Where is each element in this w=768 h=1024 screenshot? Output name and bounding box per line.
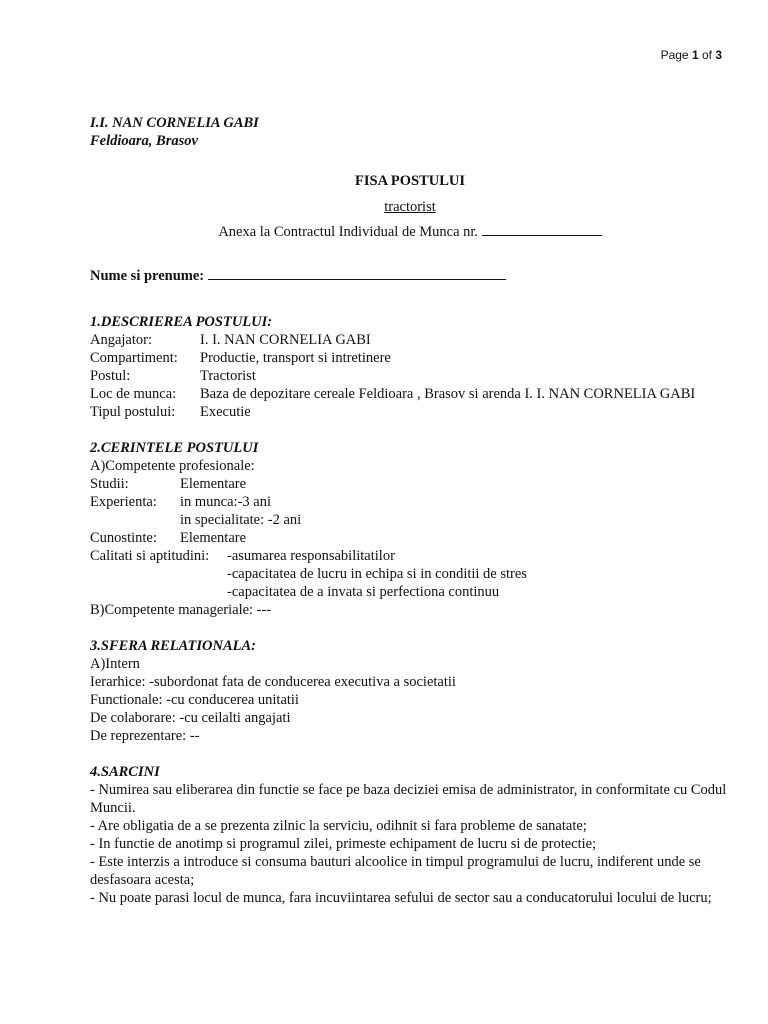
document-title: FISA POSTULUI <box>355 173 465 189</box>
section1-table <box>90 331 730 421</box>
page-number-of: of <box>698 48 716 62</box>
row-value: I. I. NAN CORNELIA GABI <box>200 332 371 348</box>
job-title: tractorist <box>384 199 436 215</box>
competente-profesionale: A)Competente profesionale: <box>90 458 255 474</box>
relational-line: De colaborare: -cu ceilalti angajati <box>90 710 291 726</box>
section3-heading: 3.SFERA RELATIONALA: <box>90 638 256 654</box>
annex-line <box>90 223 730 241</box>
experienta-label: Experienta: <box>90 494 157 510</box>
job-row <box>90 385 730 403</box>
cunostinte-label: Cunostinte: <box>90 530 157 546</box>
studii-value: Elementare <box>180 476 247 492</box>
job-row <box>90 331 730 349</box>
job-row <box>90 349 730 367</box>
experienta-value: in munca:-3 ani <box>180 494 272 510</box>
name-field <box>90 267 730 285</box>
employer-location: Feldioara, Brasov <box>90 133 198 149</box>
name-label: Nume si prenume: <box>90 268 205 284</box>
relational-line: Functionale: -cu conducerea unitatii <box>90 692 299 708</box>
row-value: Tractorist <box>200 368 256 384</box>
contract-number-blank <box>482 223 602 236</box>
name-blank <box>208 267 506 280</box>
studii-label: Studii: <box>90 476 129 492</box>
studii-row <box>90 475 730 493</box>
row-value: Baza de depozitare cereale Feldioara , Brasov si arenda I. I. NAN CORNELIA GABI <box>200 386 696 402</box>
task-item: - Este interzis a introduce si consuma bauturi alcoolice in timpul programului de lucru, indiferent unde se desfasoara acesta; <box>90 854 701 888</box>
row-value: Executie <box>200 404 251 420</box>
experienta-row <box>90 493 730 511</box>
task-item: - Nu poate parasi locul de munca, fara incuviintarea sefului de sector sau a conducatorului locului de lucru; <box>90 890 712 906</box>
experienta-specialitate: in specialitate: -2 ani <box>180 512 302 528</box>
section2-heading: 2.CERINTELE POSTULUI <box>90 440 259 456</box>
relational-line: A)Intern <box>90 656 140 672</box>
competente-manageriale: B)Competente manageriale: --- <box>90 602 272 618</box>
job-row <box>90 367 730 385</box>
task-item: - Numirea sau eliberarea din functie se face pe baza deciziei emisa de administrator, in conformitate cu Codul Muncii. <box>90 782 727 816</box>
page-number-current: 1 <box>691 48 699 62</box>
row-value: Productie, transport si intretinere <box>200 350 391 366</box>
calitati-item: -capacitatea de a invata si perfectiona continuu <box>227 584 500 600</box>
calitati-label: Calitati si aptitudini: <box>90 548 210 564</box>
row-label: Postul: <box>90 368 131 384</box>
calitati-item: -capacitatea de lucru in echipa si in conditii de stres <box>227 566 527 582</box>
page-number <box>661 48 722 62</box>
cunostinte-row <box>90 529 730 547</box>
row-label: Loc de munca: <box>90 386 177 402</box>
document-body <box>90 114 730 907</box>
job-row <box>90 403 730 421</box>
task-item: - In functie de anotimp si programul zilei, primeste echipament de lucru si de protectie; <box>90 836 597 852</box>
section4-heading: 4.SARCINI <box>90 764 160 780</box>
annex-text: Anexa la Contractul Individual de Munca nr. <box>218 224 479 240</box>
employer-name: I.I. NAN CORNELIA GABI <box>90 115 259 131</box>
section1-heading: 1.DESCRIEREA POSTULUI: <box>90 314 273 330</box>
page-number-total: 3 <box>715 48 722 62</box>
cunostinte-value: Elementare <box>180 530 247 546</box>
task-item: - Are obligatia de a se prezenta zilnic la serviciu, odihnit si fara probleme de sanatate; <box>90 818 587 834</box>
relational-line: De reprezentare: -- <box>90 728 200 744</box>
relational-line: Ierarhice: -subordonat fata de conducerea executiva a societatii <box>90 674 456 690</box>
page-number-prefix: Page <box>660 48 692 62</box>
row-label: Angajator: <box>90 332 153 348</box>
calitati-row <box>90 547 730 565</box>
calitati-item: -asumarea responsabilitatilor <box>227 548 395 564</box>
row-label: Tipul postului: <box>90 404 176 420</box>
row-label: Compartiment: <box>90 350 178 366</box>
